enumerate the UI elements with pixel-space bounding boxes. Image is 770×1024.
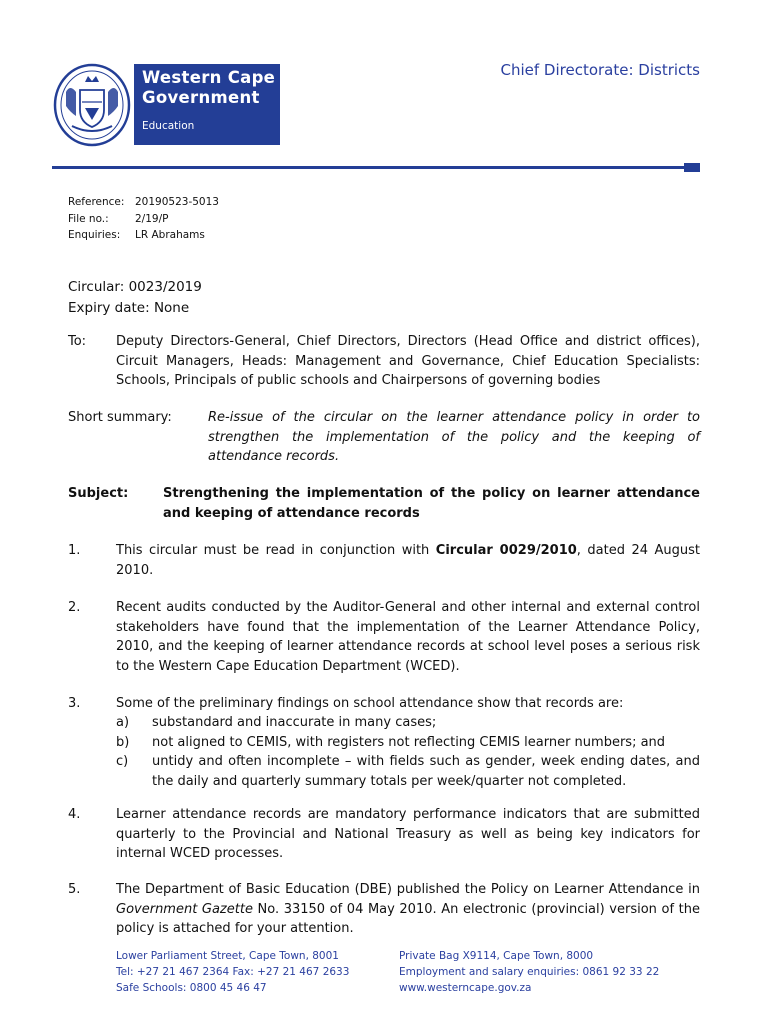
paragraph-number: 4.: [68, 807, 81, 822]
circular-block: [68, 277, 202, 319]
findings-list: [116, 713, 700, 791]
paragraph-number: 1.: [68, 543, 81, 558]
footer-website-link[interactable]: www.westerncape.gov.za: [399, 982, 532, 994]
file-no-row: [68, 211, 219, 228]
paragraph-2: Recent audits conducted by the Auditor-General and other internal and external control stakeholders have found that the implementation of the Learner Attendance Policy, 2010, and the keeping of learner attendance records at school level poses a serious risk to the Western Cape Education Department (WCED).: [116, 600, 700, 674]
footer-phone: Tel: +27 21 467 2364 Fax: +27 21 467 2633: [116, 966, 350, 978]
p5-gazette: Government Gazette: [116, 901, 253, 917]
reference-block: [68, 194, 219, 244]
list-text: not aligned to CEMIS, with registers not reflecting CEMIS learner numbers; and: [152, 734, 666, 750]
list-letter: b): [116, 734, 130, 750]
list-item: [116, 752, 700, 791]
paragraph-number: 2.: [68, 600, 81, 615]
wcg-logo: [52, 62, 278, 148]
coat-of-arms-icon: [52, 62, 132, 148]
p1-pre: This circular must be read in conjunction with: [116, 543, 436, 558]
header-rule-tab: [684, 163, 700, 172]
logo-line-1: Western Cape: [142, 68, 276, 87]
reference-label: Reference:: [68, 196, 125, 208]
summary-label: Short summary:: [68, 410, 172, 425]
reference-row: [68, 194, 219, 211]
p5-post: No. 33150 of 04 May 2010. An electronic (provincial) version of the policy is attached for your attention.: [116, 901, 700, 936]
footer-postal: Private Bag X9114, Cape Town, 8000: [399, 950, 594, 962]
division-title: Chief Directorate: Districts: [500, 61, 700, 79]
footer-right: [399, 948, 659, 996]
footer-address: Lower Parliament Street, Cape Town, 8001: [116, 950, 339, 962]
to-text: Deputy Directors-General, Chief Directors, Directors (Head Office and district offices), Circuit Managers, Heads: Management and Governance, Chief Education Specialists: Schools, Principals of public schools and Chairpersons of governing bodies: [116, 334, 700, 388]
subject-text: Strengthening the implementation of the policy on learner attendance and keeping of attendance records: [163, 486, 700, 521]
paragraph-5: [116, 880, 700, 939]
file-no-label: File no.:: [68, 212, 109, 225]
footer-enquiries: Employment and salary enquiries: 0861 92 33 22: [399, 966, 660, 978]
logo-wordmark: [134, 64, 280, 145]
p1-circular-ref: Circular 0029/2010: [435, 543, 577, 558]
paragraph-4: Learner attendance records are mandatory performance indicators that are submitted quarterly to the Provincial and National Treasury as well as being key indicators for internal WCED processes.: [116, 807, 700, 861]
footer-safe-schools: Safe Schools: 0800 45 46 47: [116, 982, 267, 994]
subject-label: Subject:: [68, 486, 129, 501]
logo-line-2: Government: [142, 88, 260, 107]
list-text: untidy and often incomplete – with fields such as gender, week ending dates, and the daily and quarterly summary totals per week/quarter not completed.: [152, 754, 700, 789]
paragraph-1: [116, 541, 700, 580]
footer-left: [116, 948, 349, 996]
summary-text: Re-issue of the circular on the learner attendance policy in order to strengthen the implementation of the policy and the keeping of attendance records.: [208, 410, 700, 464]
p5-pre: The Department of Basic Education (DBE) published the Policy on Learner Attendance in: [116, 882, 700, 897]
reference-value: 20190523-5013: [135, 196, 219, 208]
list-text: substandard and inaccurate in many cases;: [152, 715, 437, 730]
list-letter: a): [116, 715, 130, 730]
circular-number: Circular: 0023/2019: [68, 279, 202, 295]
logo-line-3: Education: [142, 120, 195, 132]
to-label: To:: [68, 334, 87, 349]
circular-expiry: Expiry date: None: [68, 300, 190, 316]
p1-post: , dated 24 August 2010.: [116, 543, 700, 578]
header-rule: [52, 166, 700, 169]
paragraph-number: 3.: [68, 696, 81, 711]
list-item: [116, 733, 700, 753]
paragraph-number: 5.: [68, 882, 81, 897]
enquiries-label: Enquiries:: [68, 229, 121, 241]
enquiries-row: [68, 227, 219, 244]
file-no-value: 2/19/P: [135, 212, 169, 225]
enquiries-value: LR Abrahams: [135, 229, 205, 241]
list-letter: c): [116, 754, 129, 769]
list-item: [116, 713, 700, 733]
paragraph-3-intro: Some of the preliminary findings on school attendance show that records are:: [116, 696, 624, 711]
